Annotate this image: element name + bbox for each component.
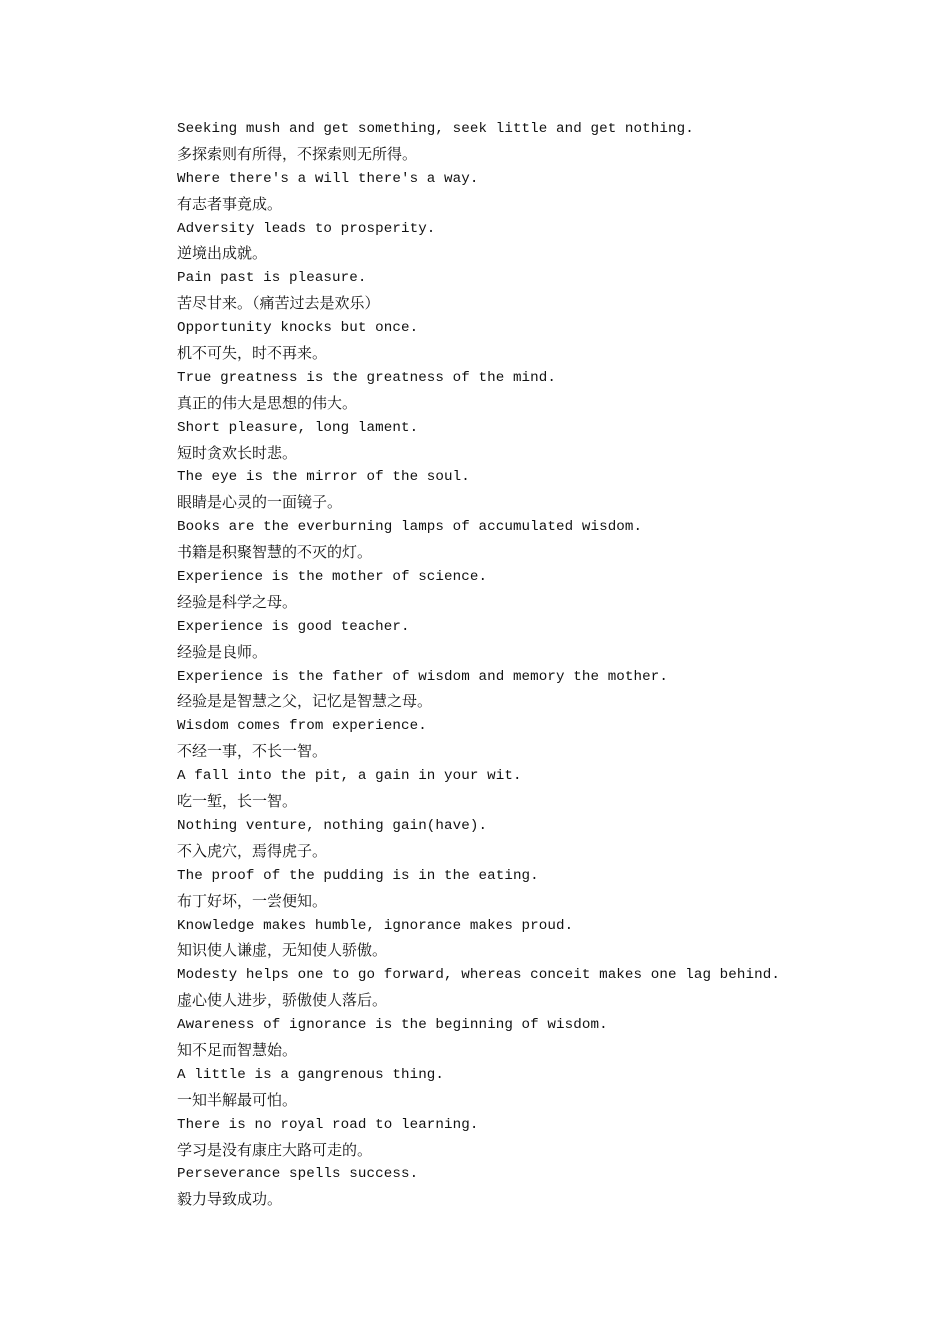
- proverb-zh: 不入虎穴，焉得虎子。: [177, 841, 328, 860]
- proverb-en: There is no royal road to learning.: [177, 1116, 479, 1133]
- proverb-zh: 经验是科学之母。: [177, 592, 298, 611]
- proverb-en: Where there's a will there's a way.: [177, 170, 479, 187]
- proverb-zh: 真正的伟大是思想的伟大。: [177, 393, 358, 412]
- proverb-zh: 知识使人谦虚，无知使人骄傲。: [177, 941, 388, 960]
- proverb-en: Pain past is pleasure.: [177, 270, 367, 287]
- proverb-zh: 有志者事竟成。: [177, 194, 283, 213]
- proverb-en: A little is a gangrenous thing.: [177, 1066, 445, 1083]
- proverb-en: Experience is the mother of science.: [177, 569, 488, 586]
- proverb-zh: 一知半解最可怕。: [177, 1090, 298, 1109]
- proverb-en: The eye is the mirror of the soul.: [177, 469, 470, 486]
- proverb-en: Perseverance spells success.: [177, 1166, 419, 1183]
- proverb-en: Books are the everburning lamps of accumulated wisdom.: [177, 519, 643, 536]
- proverb-en: A fall into the pit, a gain in your wit.: [177, 768, 522, 785]
- proverb-zh: 毅力导致成功。: [177, 1190, 283, 1209]
- proverb-zh: 吃一堑，长一智。: [177, 792, 298, 811]
- proverb-zh: 书籍是积聚智慧的不灭的灯。: [177, 543, 373, 562]
- proverb-zh: 眼睛是心灵的一面镜子。: [177, 493, 343, 512]
- proverb-en: Experience is the father of wisdom and memory the mother.: [177, 668, 668, 685]
- proverb-zh: 不经一事，不长一智。: [177, 742, 328, 761]
- proverb-en: Opportunity knocks but once.: [177, 320, 419, 337]
- proverb-zh: 逆境出成就。: [177, 244, 268, 263]
- proverb-zh: 知不足而智慧始。: [177, 1040, 298, 1059]
- proverb-en: Wisdom comes from experience.: [177, 718, 427, 735]
- proverb-zh: 虚心使人进步，骄傲使人落后。: [177, 991, 388, 1010]
- proverb-en: Experience is good teacher.: [177, 618, 410, 635]
- proverb-en: True greatness is the greatness of the mind.: [177, 369, 557, 386]
- proverb-en: Knowledge makes humble, ignorance makes proud.: [177, 917, 574, 934]
- proverb-en: Short pleasure, long lament.: [177, 419, 419, 436]
- proverb-en: Nothing venture, nothing gain(have).: [177, 817, 488, 834]
- proverb-zh: 经验是良师。: [177, 642, 268, 661]
- proverb-zh: 多探索则有所得，不探索则无所得。: [177, 144, 418, 163]
- proverb-zh: 苦尽甘来。（痛苦过去是欢乐）: [177, 294, 380, 313]
- proverb-zh: 机不可失，时不再来。: [177, 344, 328, 363]
- proverb-zh: 经验是是智慧之父，记忆是智慧之母。: [177, 692, 433, 711]
- proverb-en: The proof of the pudding is in the eating.: [177, 867, 539, 884]
- proverb-list: [177, 117, 877, 1212]
- proverb-en: Adversity leads to prosperity.: [177, 220, 436, 237]
- proverb-zh: 布丁好坏，一尝便知。: [177, 891, 328, 910]
- proverb-en: Modesty helps one to go forward, whereas conceit makes one lag behind.: [177, 967, 780, 984]
- proverb-en: Awareness of ignorance is the beginning of wisdom.: [177, 1017, 608, 1034]
- proverb-zh: 短时贪欢长时悲。: [177, 443, 298, 462]
- proverb-zh: 学习是没有康庄大路可走的。: [177, 1140, 373, 1159]
- proverb-en: Seeking mush and get something, seek little and get nothing.: [177, 121, 694, 137]
